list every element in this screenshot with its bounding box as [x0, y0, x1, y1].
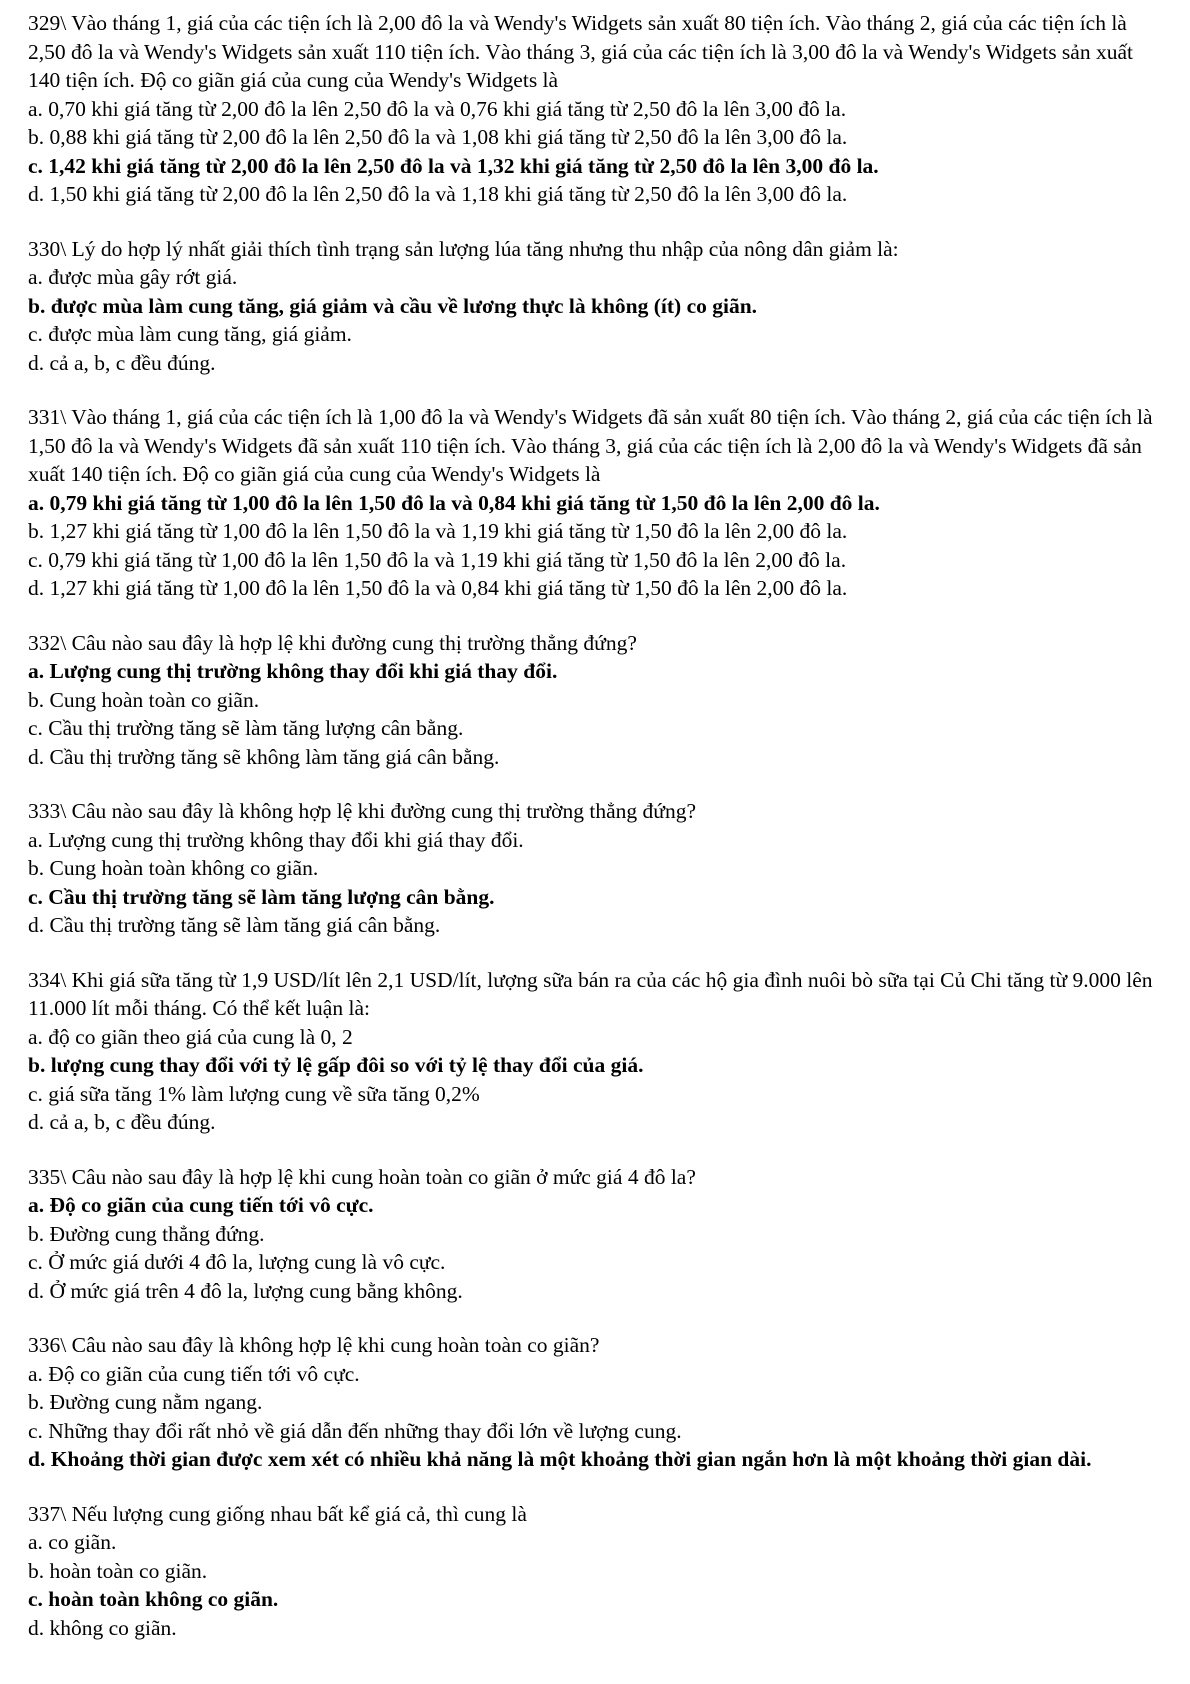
- question-330-option-c: c. được mùa làm cung tăng, giá giảm.: [28, 322, 352, 346]
- question-337-option-c: c. hoàn toàn không co giãn.: [28, 1587, 279, 1611]
- question-334-text: 334\ Khi giá sữa tăng từ 1,9 USD/lít lên 2,1 USD/lít, lượng sữa bán ra của các hộ gia đình nuôi bò sữa tại Củ Chi tăng từ 9.000 lên 11.000 lít mỗi tháng. Có thể kết luận là:: [28, 967, 1153, 1020]
- question-336-option-b: b. Đường cung nằm ngang.: [28, 1390, 263, 1414]
- question-333-option-d: d. Cầu thị trường tăng sẽ làm tăng giá cân bằng.: [28, 913, 441, 937]
- question-329-option-d: d. 1,50 khi giá tăng từ 2,00 đô la lên 2,50 đô la và 1,18 khi giá tăng từ 2,50 đô la lên 3,00 đô la.: [28, 182, 848, 206]
- question-330-option-b: b. được mùa làm cung tăng, giá giảm và cầu về lương thực là không (ít) co giãn.: [28, 293, 758, 318]
- question-332: [28, 629, 1160, 772]
- question-336-option-c: c. Những thay đổi rất nhỏ về giá dẫn đến những thay đổi lớn về lượng cung.: [28, 1418, 682, 1443]
- question-334: [28, 966, 1160, 1137]
- question-335-text: 335\ Câu nào sau đây là hợp lệ khi cung hoàn toàn co giãn ở mức giá 4 đô la?: [28, 1164, 696, 1189]
- question-329-text: 329\ Vào tháng 1, giá của các tiện ích là 2,00 đô la và Wendy's Widgets sản xuất 80 tiện ích. Vào tháng 2, giá của các tiện ích là 2,50 đô la và Wendy's Widgets sản xuất 110 tiện ích. Vào tháng 3, giá của các tiện ích là 3,00 đô la và Wendy's Widgets sản xuất 140 tiện ích. Độ co giãn giá của cung của Wendy's Widgets là: [28, 11, 1133, 92]
- question-333-option-c: c. Cầu thị trường tăng sẽ làm tăng lượng cân bằng.: [28, 884, 495, 909]
- question-336: [28, 1331, 1160, 1474]
- question-335-option-c: c. Ở mức giá dưới 4 đô la, lượng cung là vô cực.: [28, 1250, 446, 1274]
- question-329-option-c: c. 1,42 khi giá tăng từ 2,00 đô la lên 2,50 đô la và 1,32 khi giá tăng từ 2,50 đô la lên 3,00 đô la.: [28, 153, 879, 178]
- question-330-option-a: a. được mùa gây rớt giá.: [28, 265, 238, 289]
- question-331-option-b: b. 1,27 khi giá tăng từ 1,00 đô la lên 1,50 đô la và 1,19 khi giá tăng từ 1,50 đô la lên 2,00 đô la.: [28, 519, 848, 543]
- question-337-option-b: b. hoàn toàn co giãn.: [28, 1558, 208, 1583]
- question-337-text: 337\ Nếu lượng cung giống nhau bất kể giá cả, thì cung là: [28, 1501, 527, 1526]
- question-334-option-a: a. độ co giãn theo giá của cung là 0, 2: [28, 1024, 353, 1049]
- question-334-option-c: c. giá sữa tăng 1% làm lượng cung về sữa tăng 0,2%: [28, 1081, 480, 1106]
- question-333-option-a: a. Lượng cung thị trường không thay đổi khi giá thay đổi.: [28, 827, 524, 852]
- question-335-option-a: a. Độ co giãn của cung tiến tới vô cực.: [28, 1193, 374, 1217]
- question-337-option-d: d. không co giãn.: [28, 1615, 177, 1640]
- question-332-option-c: c. Cầu thị trường tăng sẽ làm tăng lượng cân bằng.: [28, 716, 464, 740]
- question-331: [28, 403, 1160, 603]
- question-329-option-b: b. 0,88 khi giá tăng từ 2,00 đô la lên 2,50 đô la và 1,08 khi giá tăng từ 2,50 đô la lên 3,00 đô la.: [28, 125, 848, 149]
- question-337-option-a: a. co giãn.: [28, 1530, 117, 1554]
- question-330-text: 330\ Lý do hợp lý nhất giải thích tình trạng sản lượng lúa tăng nhưng thu nhập của nông dân giảm là:: [28, 236, 899, 261]
- question-335-option-d: d. Ở mức giá trên 4 đô la, lượng cung bằng không.: [28, 1278, 463, 1303]
- question-332-option-b: b. Cung hoàn toàn co giãn.: [28, 687, 260, 712]
- question-331-option-a: a. 0,79 khi giá tăng từ 1,00 đô la lên 1,50 đô la và 0,84 khi giá tăng từ 1,50 đô la lên 2,00 đô la.: [28, 490, 880, 515]
- question-336-text: 336\ Câu nào sau đây là không hợp lệ khi cung hoàn toàn co giãn?: [28, 1333, 600, 1357]
- question-331-option-d: d. 1,27 khi giá tăng từ 1,00 đô la lên 1,50 đô la và 0,84 khi giá tăng từ 1,50 đô la lên 2,00 đô la.: [28, 576, 848, 600]
- question-333: [28, 797, 1160, 940]
- question-332-text: 332\ Câu nào sau đây là hợp lệ khi đường cung thị trường thẳng đứng?: [28, 630, 637, 655]
- question-334-option-b: b. lượng cung thay đổi với tỷ lệ gấp đôi so với tỷ lệ thay đổi của giá.: [28, 1053, 644, 1077]
- question-331-text: 331\ Vào tháng 1, giá của các tiện ích là 1,00 đô la và Wendy's Widgets đã sản xuất 80 tiện ích. Vào tháng 2, giá của các tiện ích là 1,50 đô la và Wendy's Widgets đã sản xuất 110 tiện ích. Vào tháng 3, giá của các tiện ích là 2,00 đô la và Wendy's Widgets đã sản xuất 140 tiện ích. Độ co giãn giá của cung của Wendy's Widgets là: [28, 405, 1153, 486]
- question-336-option-a: a. Độ co giãn của cung tiến tới vô cực.: [28, 1361, 360, 1386]
- question-331-option-c: c. 0,79 khi giá tăng từ 1,00 đô la lên 1,50 đô la và 1,19 khi giá tăng từ 1,50 đô la lên 2,00 đô la.: [28, 547, 847, 572]
- question-329: [28, 9, 1160, 209]
- question-335: [28, 1163, 1160, 1306]
- question-333-option-b: b. Cung hoàn toàn không co giãn.: [28, 856, 319, 880]
- question-329-option-a: a. 0,70 khi giá tăng từ 2,00 đô la lên 2,50 đô la và 0,76 khi giá tăng từ 2,50 đô la lên 3,00 đô la.: [28, 96, 847, 121]
- question-337: [28, 1500, 1160, 1643]
- question-332-option-a: a. Lượng cung thị trường không thay đổi khi giá thay đổi.: [28, 659, 558, 683]
- question-336-option-d: d. Khoảng thời gian được xem xét có nhiều khả năng là một khoảng thời gian ngắn hơn là một khoảng thời gian dài.: [28, 1447, 1092, 1471]
- question-330-option-d: d. cả a, b, c đều đúng.: [28, 350, 216, 375]
- question-335-option-b: b. Đường cung thẳng đứng.: [28, 1221, 265, 1246]
- question-333-text: 333\ Câu nào sau đây là không hợp lệ khi đường cung thị trường thẳng đứng?: [28, 799, 696, 823]
- question-332-option-d: d. Cầu thị trường tăng sẽ không làm tăng giá cân bằng.: [28, 744, 500, 769]
- question-334-option-d: d. cả a, b, c đều đúng.: [28, 1110, 216, 1134]
- question-330: [28, 235, 1160, 378]
